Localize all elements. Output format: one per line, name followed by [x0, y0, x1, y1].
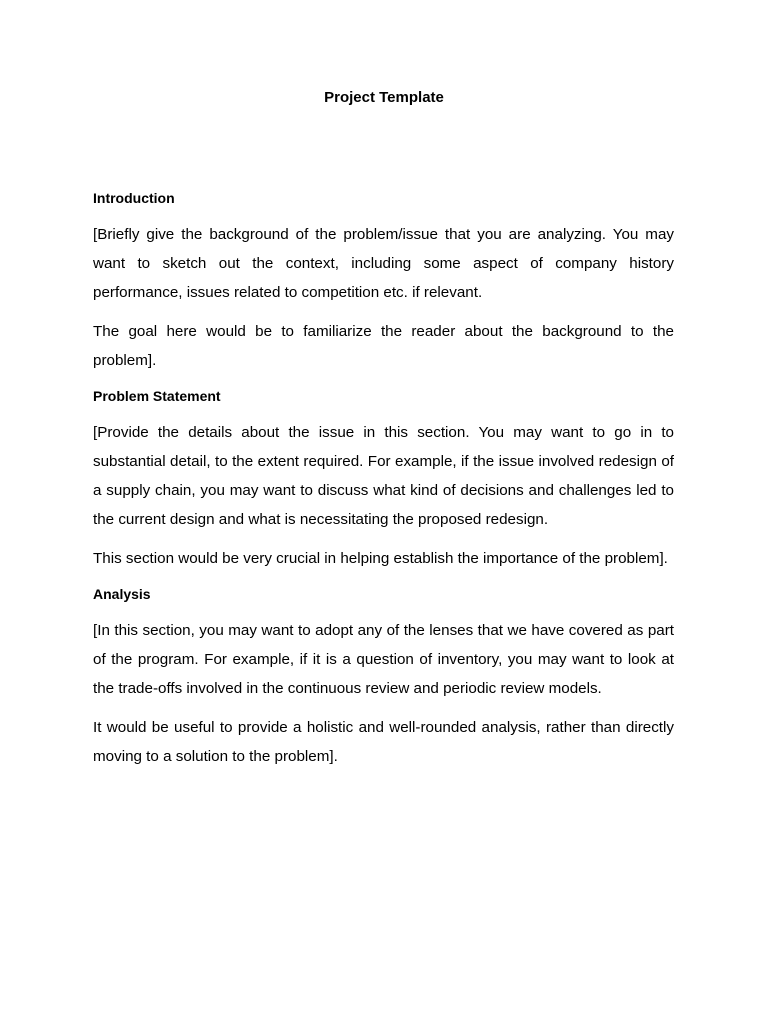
- section-introduction: [93, 187, 674, 375]
- paragraph: This section would be very crucial in helping establish the importance of the problem].: [93, 550, 668, 567]
- document-body: [93, 187, 674, 781]
- section-analysis: [93, 583, 674, 771]
- paragraph: It would be useful to provide a holistic and well-rounded analysis, rather than directly moving to a solution to the problem].: [93, 719, 674, 765]
- document-title: Project Template: [324, 89, 444, 106]
- section-problem-statement: [93, 385, 674, 573]
- paragraph: [Briefly give the background of the problem/issue that you are analyzing. You may want to sketch out the context, including some aspect of company history performance, issues related to competition etc. if relevant.: [93, 226, 674, 301]
- section-heading: Analysis: [93, 586, 151, 602]
- paragraph: The goal here would be to familiarize the reader about the background to the problem].: [93, 323, 674, 369]
- paragraph: [In this section, you may want to adopt any of the lenses that we have covered as part of the program. For example, if it is a question of inventory, you may want to look at the trade-offs involved in the continuous review and periodic review models.: [93, 622, 674, 697]
- paragraph: [Provide the details about the issue in this section. You may want to go in to substantial detail, to the extent required. For example, if the issue involved redesign of a supply chain, you may want to discuss what kind of decisions and challenges led to the current design and what is necessitating the proposed redesign.: [93, 424, 674, 528]
- section-heading: Introduction: [93, 190, 175, 206]
- section-heading: Problem Statement: [93, 388, 221, 404]
